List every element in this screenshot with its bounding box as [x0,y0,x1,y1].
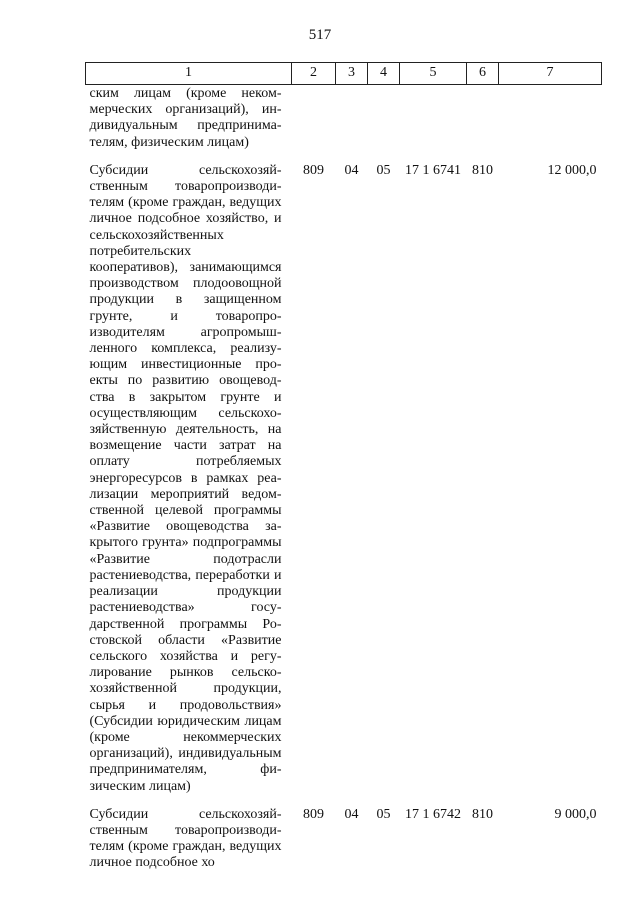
header-col-5: 5 [400,63,467,85]
row-gap [86,795,602,807]
header-col-2: 2 [292,63,336,85]
table-row [86,807,602,872]
row-description: ским лицам (кроме некоммерческих организаций), индивидуальным предпринимателям, физическим лицам) [89,86,282,150]
row-subsection [368,85,400,151]
table-body [86,85,602,872]
row-description: Субсидии сельскохозяйственным товаропроизводителям (кроме граждан, ведущих личное подсобное хо [89,806,282,871]
row-description: Субсидии сельскохозяйственным товаропроизводителям (кроме граждан, ведущих личное подсобное хозяйство, и сельскохозяйственных потребительских кооперативов), занимающимся производством плодоовощной продукции в защищенном грунте, и товаропроизводителям агропромышленного комплекса, реализующим инвестиционные проекты по развитию овощеводства в закрытом грунте и осуществляющим сельскохозяйственную деятельность, на возмещение части затрат на оплату потребляемых энергоресурсов в рамках реализации мероприятий ведомственной целевой программы «Развитие овощеводства закрытого грунта» подпрограммы «Развитие подотрасли растениеводства, переработки и реализации продукции растениеводства» государственной программы Ростовской области «Развитие сельского хозяйства и регулирование рынков сельскохозяйственной продукции, сырья и продовольствия» (Субсидии юридическим лицам (кроме некоммерческих организаций), индивидуальным предпринимателям, физическим лицам) [89,162,282,794]
table-header [86,63,602,85]
row-type [467,85,499,151]
row-section: 04 [344,162,359,178]
budget-table [85,62,602,872]
row-target [400,85,467,151]
row-amount: 12 000,0 [547,162,597,178]
row-amount [499,85,602,151]
page-number: 517 [308,27,332,43]
row-target: 17 1 6741 [405,162,461,178]
row-section [336,85,368,151]
row-target: 17 1 6742 [405,806,461,822]
row-subsection: 05 [376,806,391,822]
row-type: 810 [472,162,493,178]
table-row [86,163,602,795]
row-code: 809 [303,806,324,822]
row-code [292,85,336,151]
row-amount: 9 000,0 [554,806,597,822]
row-type: 810 [472,806,493,822]
header-col-1: 1 [86,63,292,85]
row-code: 809 [303,162,324,178]
row-gap [86,151,602,163]
header-col-3: 3 [336,63,368,85]
header-row [86,63,602,85]
header-col-4: 4 [368,63,400,85]
header-col-6: 6 [467,63,499,85]
row-subsection: 05 [376,162,391,178]
table-row [86,85,602,151]
header-col-7: 7 [499,63,602,85]
row-section: 04 [344,806,359,822]
